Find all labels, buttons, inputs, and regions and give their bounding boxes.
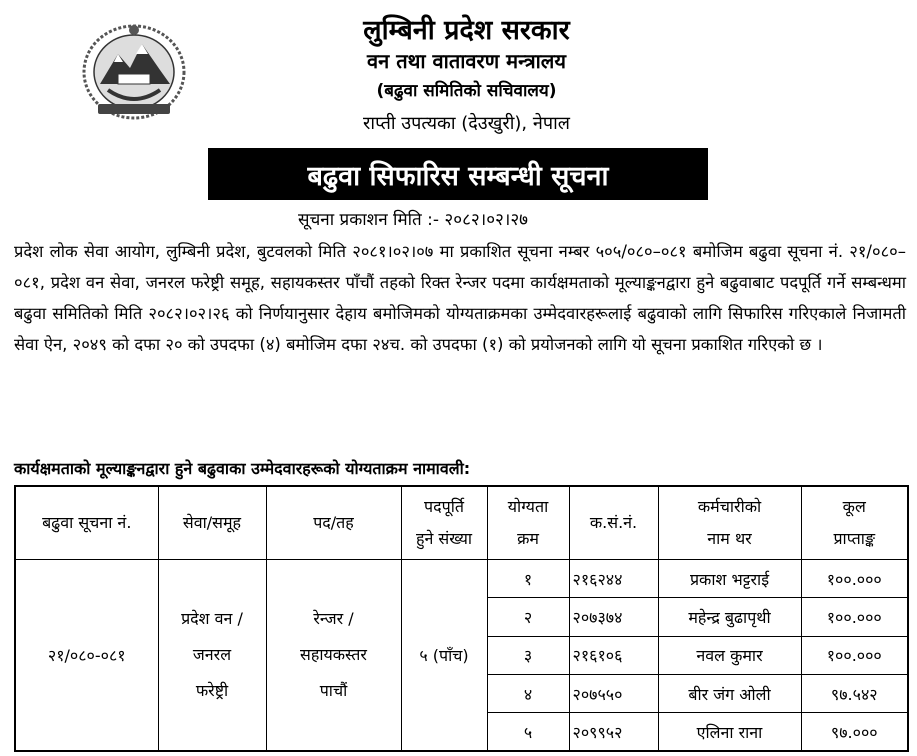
- col-positions: पदपूर्ति हुने संख्या: [401, 486, 487, 560]
- notice-no-cell: २१/०८०-०८१: [15, 560, 158, 752]
- table-row: [15, 560, 908, 598]
- post-level-cell: रेन्जर / सहायकस्तर पाचौं: [266, 560, 401, 752]
- rank-cell: ५: [487, 713, 569, 751]
- col-notice-no: बढुवा सूचना नं.: [15, 486, 158, 560]
- location-line: राप्ती उपत्यका (देउखुरी), नेपाल: [363, 113, 570, 134]
- score-cell: १००.०००: [801, 636, 908, 674]
- table-header-row: [15, 486, 908, 560]
- employee-id-cell: २०७३७४: [569, 598, 658, 636]
- score-cell: ९७.५४२: [801, 674, 908, 712]
- ministry-title: वन तथा वातावरण मन्त्रालय: [367, 49, 566, 73]
- rank-cell: २: [487, 598, 569, 636]
- employee-id-cell: २१६२४४: [569, 560, 658, 598]
- publication-date: सूचना प्रकाशन मिति :- २०८२।०२।२७: [298, 210, 528, 230]
- notice-body: प्रदेश लोक सेवा आयोग, लुम्बिनी प्रदेश, बुटवलको मिति २०८१।०२।०७ मा प्रकाशित सूचना नम्बर ५०५/०८०–०८१ बमोजिम बढुवा सूचना नं. २१/०८०–०८१, प्रदेश वन सेवा, जनरल फरेष्ट्री समूह, सहायकस्तर पाँचौं तहको रिक्त रेन्जर पदमा कार्यक्षमताको मूल्याङ्कनद्वारा हुने बढुवाबाट पदपूर्ति गर्ने सम्बन्धमा बढुवा समितिको मिति २०८२।०२।२६ को निर्णयानुसार देहाय बमोजिमको योग्यताक्रमका उम्मेदवारहरूलाई बढुवाको लागि सिफारिस गरिएकाले निजामती सेवा ऐन, २०४९ को दफा २० को उपदफा (४) बमोजिम दफा २४च. को उपदफा (१) को प्रयोजनको लागि यो सूचना प्रकाशित गरिएको छ ।: [14, 242, 906, 354]
- name-cell: नवल कुमार: [658, 636, 801, 674]
- name-cell: प्रकाश भट्टराई: [658, 560, 801, 598]
- candidate-table: [14, 485, 909, 752]
- col-post-level: पद/तह: [266, 486, 401, 560]
- score-cell: १००.०००: [801, 598, 908, 636]
- employee-id-cell: २०७५५०: [569, 674, 658, 712]
- government-title: लुम्बिनी प्रदेश सरकार: [363, 15, 570, 46]
- rank-cell: ४: [487, 674, 569, 712]
- positions-cell: ५ (पाँच): [401, 560, 487, 752]
- col-employee-id: क.सं.नं.: [569, 486, 658, 560]
- name-cell: महेन्द्र बुढापृथी: [658, 598, 801, 636]
- col-score: कूल प्राप्ताङ्क: [801, 486, 908, 560]
- rank-cell: ३: [487, 636, 569, 674]
- rank-cell: १: [487, 560, 569, 598]
- score-cell: ९७.०००: [801, 713, 908, 751]
- name-cell: एलिना राना: [658, 713, 801, 751]
- col-rank: योग्यता क्रम: [487, 486, 569, 560]
- notice-title: बढुवा सिफारिस सम्बन्धी सूचना: [307, 160, 609, 192]
- secretariat-title: (बढुवा समितिको सचिवालय): [376, 81, 557, 101]
- col-name: कर्मचारीको नाम थर: [658, 486, 801, 560]
- score-cell: १००.०००: [801, 560, 908, 598]
- employee-id-cell: २०९९५२: [569, 713, 658, 751]
- service-group-cell: प्रदेश वन / जनरल फरेष्ट्री: [158, 560, 266, 752]
- table-caption: कार्यक्षमताको मूल्याङ्कनद्वारा हुने बढुवाका उम्मेदवारहरूको योग्यताक्रम नामावली:: [14, 459, 471, 478]
- employee-id-cell: २१६१०६: [569, 636, 658, 674]
- col-service-group: सेवा/समूह: [158, 486, 266, 560]
- notice-title-banner: [208, 148, 708, 200]
- name-cell: बीर जंग ओली: [658, 674, 801, 712]
